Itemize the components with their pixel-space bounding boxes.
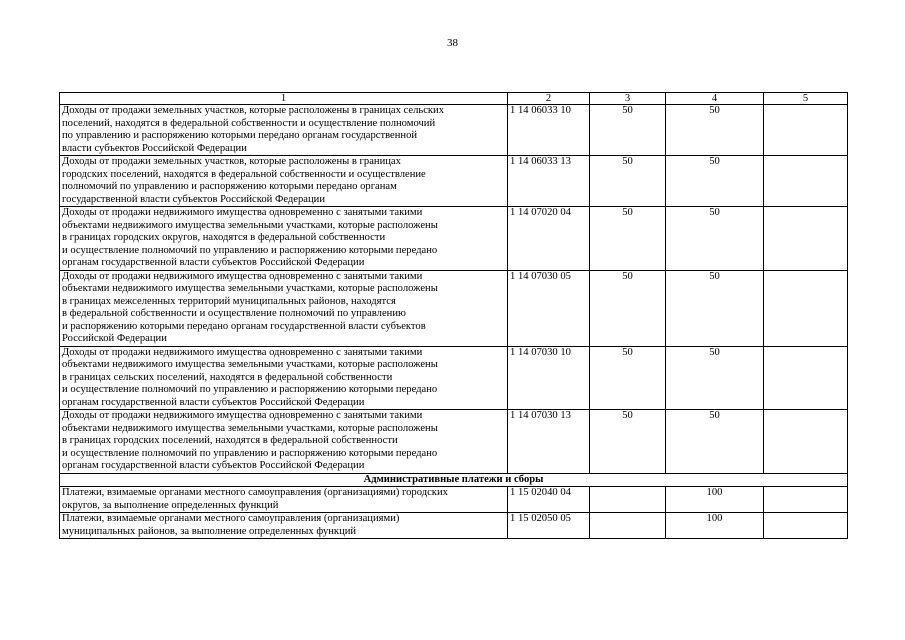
header-col-3: 3 bbox=[590, 93, 666, 105]
revenue-name-line: Платежи, взимаемые органами местного самоуправления (организациями) городских bbox=[62, 487, 448, 498]
revenue-name-line: и осуществление полномочий по управлению и распоряжению которыми передано bbox=[62, 447, 438, 459]
budget-code-cell: 1 14 06033 10 bbox=[508, 105, 590, 156]
value-col-5-cell bbox=[764, 270, 848, 346]
revenue-name-line: власти субъектов Российской Федерации bbox=[62, 142, 247, 154]
header-col-2: 2 bbox=[508, 93, 590, 105]
revenue-name-line: Платежи, взимаемые органами местного самоуправления (организациями) bbox=[62, 513, 400, 524]
value-col-3-cell: 50 bbox=[590, 207, 666, 271]
table-row bbox=[60, 346, 848, 410]
revenue-name-cell bbox=[60, 156, 508, 207]
value-col-3-cell: 50 bbox=[590, 346, 666, 410]
value-col-4-cell: 50 bbox=[666, 410, 764, 474]
table-header-row bbox=[60, 93, 848, 105]
revenue-name-line: в границах сельских поселений, находятся в федеральной собственности bbox=[62, 371, 393, 383]
table-row bbox=[60, 410, 848, 474]
budget-code-cell: 1 14 07020 04 bbox=[508, 207, 590, 271]
budget-code-cell: 1 15 02040 04 bbox=[508, 487, 590, 513]
revenue-name-line: полномочий по управлению и распоряжению которыми передано органам bbox=[62, 181, 397, 192]
revenue-name-line: Российской Федерации bbox=[62, 333, 167, 344]
value-col-3-cell: 50 bbox=[590, 105, 666, 156]
revenue-name-line: в федеральной собственности и осуществление полномочий по управлению bbox=[62, 308, 406, 319]
revenue-name-line: органам государственной власти субъектов Российской Федерации bbox=[62, 396, 365, 408]
revenue-name-line: Доходы от продажи земельных участков, которые расположены в границах сельских bbox=[62, 105, 445, 116]
revenue-name-cell bbox=[60, 207, 508, 271]
revenue-name-cell bbox=[60, 487, 508, 513]
revenue-table bbox=[59, 92, 848, 539]
budget-code-cell: 1 14 06033 13 bbox=[508, 156, 590, 207]
revenue-name-line: муниципальных районов, за выполнение определенных функций bbox=[62, 525, 357, 537]
value-col-4-cell: 100 bbox=[666, 513, 764, 539]
value-col-3-cell bbox=[590, 487, 666, 513]
value-col-5-cell bbox=[764, 105, 848, 156]
revenue-name-cell bbox=[60, 105, 508, 156]
revenue-name-line: объектами недвижимого имущества земельными участками, которые расположены bbox=[62, 283, 438, 294]
revenue-name-line: объектами недвижимого имущества земельными участками, которые расположены bbox=[62, 219, 438, 231]
revenue-name-line: Доходы от продажи земельных участков, которые расположены в границах bbox=[62, 156, 401, 167]
revenue-name-line: и осуществление полномочий по управлению и распоряжению которыми передано bbox=[62, 384, 438, 395]
value-col-3-cell bbox=[590, 513, 666, 539]
section-title: Административные платежи и сборы bbox=[60, 473, 848, 487]
revenue-name-line: поселений, находятся в федеральной собственности и осуществление полномочий bbox=[62, 117, 436, 129]
revenue-name-line: в границах городских округов, находятся в федеральной собственности bbox=[62, 232, 386, 243]
budget-code-cell: 1 15 02050 05 bbox=[508, 513, 590, 539]
revenue-name-cell bbox=[60, 270, 508, 346]
revenue-name-line: Доходы от продажи недвижимого имущества одновременно с занятыми такими bbox=[62, 410, 423, 421]
value-col-4-cell: 50 bbox=[666, 156, 764, 207]
revenue-name-line: округов, за выполнение определенных функций bbox=[62, 499, 279, 511]
revenue-name-line: и осуществление полномочий по управлению и распоряжению которыми передано bbox=[62, 244, 438, 256]
budget-code-cell: 1 14 07030 05 bbox=[508, 270, 590, 346]
revenue-name-line: органам государственной власти субъектов Российской Федерации bbox=[62, 460, 365, 471]
table-row bbox=[60, 105, 848, 156]
table-row bbox=[60, 207, 848, 271]
value-col-4-cell: 100 bbox=[666, 487, 764, 513]
table-row bbox=[60, 513, 848, 539]
value-col-4-cell: 50 bbox=[666, 207, 764, 271]
revenue-name-line: объектами недвижимого имущества земельными участками, которые расположены bbox=[62, 359, 438, 370]
revenue-name-line: по управлению и распоряжению которыми передано органам государственной bbox=[62, 130, 418, 141]
table-row bbox=[60, 270, 848, 346]
value-col-5-cell bbox=[764, 346, 848, 410]
revenue-name-cell bbox=[60, 346, 508, 410]
value-col-4-cell: 50 bbox=[666, 270, 764, 346]
revenue-name-line: в границах межселенных территорий муниципальных районов, находятся bbox=[62, 295, 396, 307]
revenue-name-line: государственной власти субъектов Российской Федерации bbox=[62, 193, 326, 205]
value-col-5-cell bbox=[764, 513, 848, 539]
value-col-5-cell bbox=[764, 207, 848, 271]
revenue-name-line: в границах городских поселений, находятся в федеральной собственности bbox=[62, 435, 398, 446]
revenue-name-line: органам государственной власти субъектов Российской Федерации bbox=[62, 257, 365, 268]
value-col-3-cell: 50 bbox=[590, 270, 666, 346]
revenue-name-line: городских поселений, находятся в федеральной собственности и осуществление bbox=[62, 168, 426, 180]
section-header-row bbox=[60, 473, 848, 487]
budget-code-cell: 1 14 07030 13 bbox=[508, 410, 590, 474]
budget-code-cell: 1 14 07030 10 bbox=[508, 346, 590, 410]
header-col-4: 4 bbox=[666, 93, 764, 105]
value-col-5-cell bbox=[764, 410, 848, 474]
revenue-name-cell bbox=[60, 410, 508, 474]
header-col-5: 5 bbox=[764, 93, 848, 105]
revenue-name-line: и распоряжению которыми передано органам государственной власти субъектов bbox=[62, 320, 426, 332]
header-col-1: 1 bbox=[60, 93, 508, 105]
value-col-4-cell: 50 bbox=[666, 105, 764, 156]
table-row bbox=[60, 156, 848, 207]
value-col-5-cell bbox=[764, 156, 848, 207]
revenue-name-line: Доходы от продажи недвижимого имущества одновременно с занятыми такими bbox=[62, 207, 423, 218]
value-col-4-cell: 50 bbox=[666, 346, 764, 410]
page-number: 38 bbox=[447, 37, 458, 49]
value-col-5-cell bbox=[764, 487, 848, 513]
revenue-name-cell bbox=[60, 513, 508, 539]
value-col-3-cell: 50 bbox=[590, 410, 666, 474]
value-col-3-cell: 50 bbox=[590, 156, 666, 207]
revenue-name-line: Доходы от продажи недвижимого имущества одновременно с занятыми такими bbox=[62, 346, 423, 358]
revenue-name-line: объектами недвижимого имущества земельными участками, которые расположены bbox=[62, 422, 438, 434]
revenue-name-line: Доходы от продажи недвижимого имущества одновременно с занятыми такими bbox=[62, 270, 423, 282]
table-row bbox=[60, 487, 848, 513]
